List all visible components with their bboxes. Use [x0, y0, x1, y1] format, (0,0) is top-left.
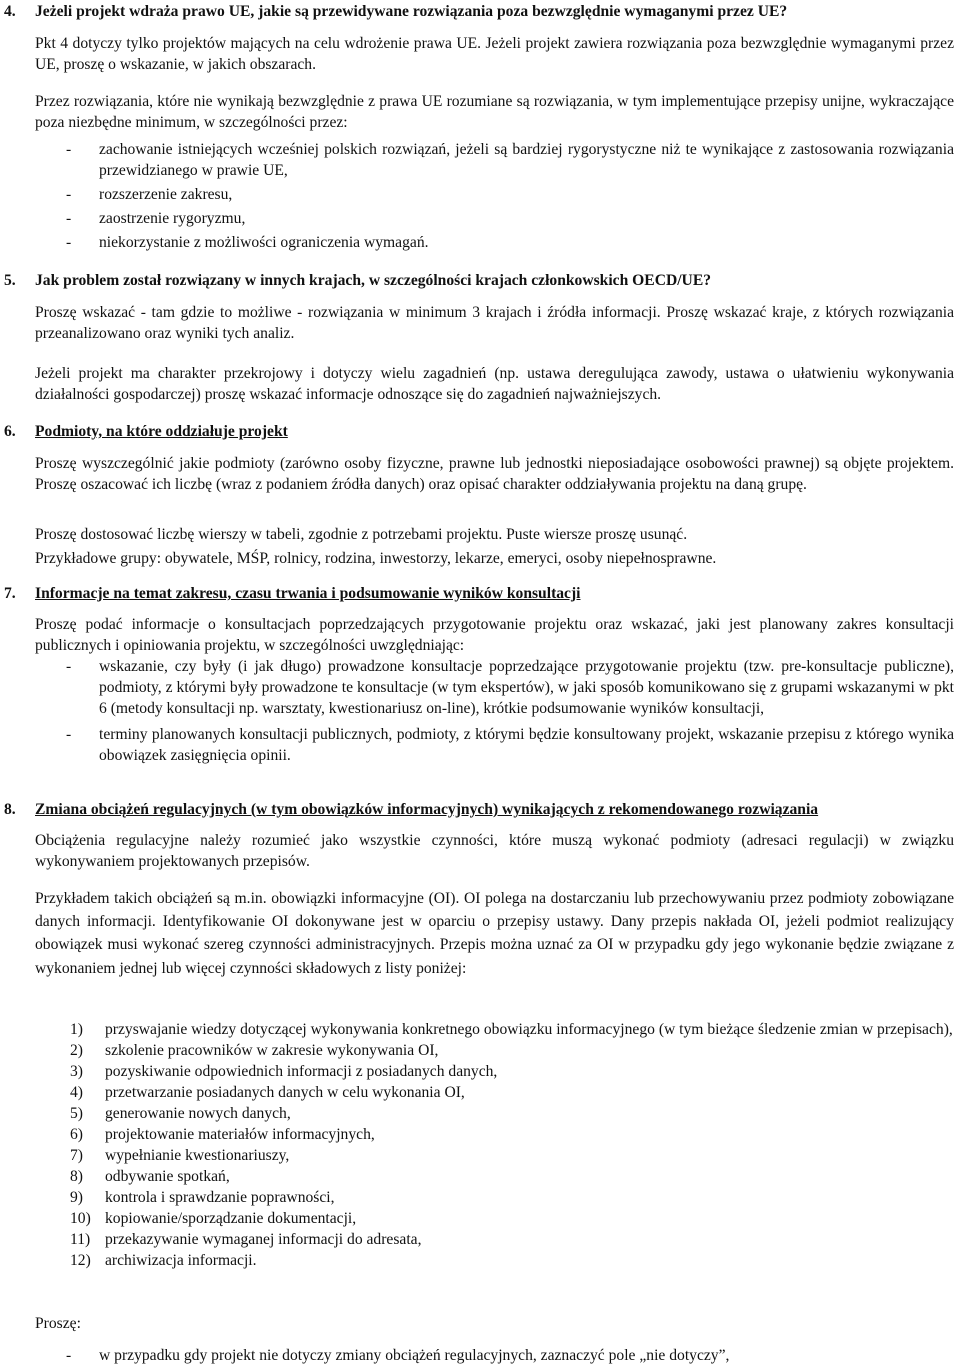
s8-prosze-label: Proszę: [35, 1315, 81, 1332]
list-item: 6) projektowanie materiałów informacyjnych, [70, 1126, 375, 1143]
s6-paragraph-2: Proszę dostosować liczbę wierszy w tabeli, zgodnie z potrzebami projektu. Puste wiersze proszę usunąć. [35, 526, 688, 543]
list-item: - zaostrzenie rygoryzmu, [66, 210, 246, 227]
section-number: 8. [4, 801, 16, 818]
list-number: 12) [70, 1252, 91, 1269]
s7-dash-list [0, 656, 960, 766]
list-number: 10) [70, 1210, 91, 1227]
s8-paragraph-1: Obciążenia regulacyjne należy rozumieć jako wszystkie czynności, które muszą wykonać podmioty (adresaci regulacji) w związku wykonywaniem projektowanych przepisów. [35, 832, 954, 870]
section-7-heading [0, 583, 960, 604]
section-number: 4. [4, 3, 16, 20]
list-item: 5) generowanie nowych danych, [70, 1105, 291, 1122]
dash-bullet: - [66, 186, 72, 203]
list-item: - rozszerzenie zakresu, [66, 186, 233, 203]
list-item: - wskazanie, czy były (i jak długo) prowadzone konsultacje poprzedzające przygotowanie projektu (tzw. pre-konsultacje publiczne), podmioty, z którymi były prowadzone te konsultacje (w tym ekspertów), w jaki sposób komunikowano się z grupami wskazanymi w pkt 6 (metody konsultacji np. warsztaty, kwestionariusz on-line), krótkie podsumowanie wyników konsultacji, [66, 658, 954, 717]
section-title: Podmioty, na które oddziałuje projekt [35, 423, 288, 440]
dash-bullet: - [66, 726, 72, 743]
list-item: 7) wypełnianie kwestionariuszy, [70, 1147, 290, 1164]
list-item: 9) kontrola i sprawdzanie poprawności, [70, 1189, 335, 1206]
s5-paragraph-2: Jeżeli projekt ma charakter przekrojowy i dotyczy wielu zagadnień (np. ustawa deregulująca zawody, ustawa o ułatwieniu wykonywania działalności gospodarczej) proszę wskazać informacje odnoszące się do zagadnień najważniejszych. [35, 365, 954, 403]
list-number: 4) [70, 1084, 83, 1101]
s6-paragraph-3: Przykładowe grupy: obywatele, MŚP, rolnicy, rodzina, inwestorzy, lekarze, emeryci, osoby niepełnosprawne. [35, 550, 717, 567]
list-number: 9) [70, 1189, 83, 1206]
s5-paragraph-1: Proszę wskazać - tam gdzie to możliwe - rozwiązania w minimum 3 krajach i źródła informacji. Proszę wskazać kraje, z których rozwiązania przeanalizowano oraz wyniki tych analiz. [35, 304, 954, 342]
list-number: 7) [70, 1147, 83, 1164]
section-4 [0, 1, 960, 22]
dash-bullet: - [66, 658, 72, 675]
list-item: 11) przekazywanie wymaganej informacji do adresata, [70, 1231, 422, 1248]
section-number: 7. [4, 585, 16, 602]
list-item: 8) odbywanie spotkań, [70, 1168, 230, 1185]
section-title: Jak problem został rozwiązany w innych krajach, w szczególności krajach członkowskich OECD/UE? [35, 272, 712, 289]
dash-bullet: - [66, 1347, 72, 1364]
list-number: 8) [70, 1168, 83, 1185]
list-item: 10) kopiowanie/sporządzanie dokumentacji, [70, 1210, 357, 1227]
dash-bullet: - [66, 234, 72, 251]
s8-paragraph-2: Przykładem takich obciążeń są m.in. obowiązki informacyjne (OI). OI polega na dostarczaniu lub przechowywaniu przez podmioty zobowiązane danych informacji. Identyfikowanie OI dokonywane jest w oparciu o przepisy ustawy. Dany przepis nakłada OI, jeżeli podmiot realizujący obowiązek musi wykonać szereg czynności administracyjnych. Przepis można uznać za OI w przypadku gdy jego wykonanie będzie związane z wykonaniem jednej lub więcej czynności składowych z listy poniżej: [35, 890, 954, 977]
s6-paragraph-1: Proszę wyszczególnić jakie podmioty (zarówno osoby fizyczne, prawne lub jednostki nieposiadające osobowości prawnej) są objęte projektem. Proszę oszacować ich liczbę (wraz z podaniem źródła danych) oraz opisać charakter oddziaływania projektu na daną grupę. [35, 455, 954, 493]
list-item: 12) archiwizacja informacji. [70, 1252, 257, 1269]
list-item: - terminy planowanych konsultacji publicznych, podmioty, z którymi będzie konsultowany projekt, wskazanie przepisu z którego wynika obowiązek zasięgnięcia opinii. [66, 726, 954, 764]
s4-paragraph-2: Przez rozwiązania, które nie wynikają bezwzględnie z prawa UE rozumiane są rozwiązania, w tym implementujące przepisy unijne, wykraczające poza niezbędne minimum, w szczególności przez: [35, 93, 954, 131]
list-number: 6) [70, 1126, 83, 1143]
s4-dash-list [0, 139, 960, 253]
section-number: 6. [4, 423, 16, 440]
section-5-heading [0, 270, 960, 291]
list-item: 4) przetwarzanie posiadanych danych w celu wykonania OI, [70, 1084, 465, 1101]
section-title: Informacje na temat zakresu, czasu trwania i podsumowanie wyników konsultacji [35, 585, 581, 602]
list-number: 5) [70, 1105, 83, 1122]
list-item: - w przypadku gdy projekt nie dotyczy zmiany obciążeń regulacyjnych, zaznaczyć pole „nie dotyczy”, [66, 1347, 730, 1364]
s8-dash-list [0, 1345, 960, 1366]
s7-paragraph-1: Proszę podać informacje o konsultacjach poprzedzających przygotowanie projektu oraz wskazać, jaki jest planowany zakres konsultacji publicznych i opiniowania projektu, w szczególności uwzględniając: [35, 616, 954, 654]
dash-bullet: - [66, 141, 72, 158]
section-number: 5. [4, 272, 16, 289]
s8-numbered-list [0, 1019, 960, 1271]
section-title: Jeżeli projekt wdraża prawo UE, jakie są przewidywane rozwiązania poza bezwzględnie wymaganymi przez UE? [35, 3, 788, 20]
list-number: 3) [70, 1063, 83, 1080]
section-4-heading [0, 1, 960, 22]
list-number: 1) [70, 1021, 83, 1038]
list-number: 11) [70, 1231, 91, 1248]
list-number: 2) [70, 1042, 83, 1059]
section-8-heading [0, 799, 960, 820]
list-item: - zachowanie istniejących wcześniej polskich rozwiązań, jeżeli są bardziej rygorystyczne niż te wynikające z zastosowania rozwiązania przewidzianego w prawie UE, [66, 141, 954, 179]
dash-bullet: - [66, 210, 72, 227]
s4-paragraph-1: Pkt 4 dotyczy tylko projektów mających na celu wdrożenie prawa UE. Jeżeli projekt zawiera rozwiązania poza bezwzględnie wymaganymi przez UE, proszę o wskazanie, w jakich obszarach. [35, 35, 954, 73]
section-6-heading [0, 421, 960, 442]
list-item: 2) szkolenie pracowników w zakresie wykonywania OI, [70, 1042, 439, 1059]
section-title: Zmiana obciążeń regulacyjnych (w tym obowiązków informacyjnych) wynikających z rekomendowanego rozwiązania [35, 801, 819, 818]
list-item: 1) przyswajanie wiedzy dotyczącej wykonywania konkretnego obowiązku informacyjnego (w tym bieżące śledzenie zmian w przepisach), [70, 1021, 953, 1038]
list-item: 3) pozyskiwanie odpowiednich informacji z posiadanych danych, [70, 1063, 498, 1080]
list-item: - niekorzystanie z możliwości ograniczenia wymagań. [66, 234, 429, 251]
